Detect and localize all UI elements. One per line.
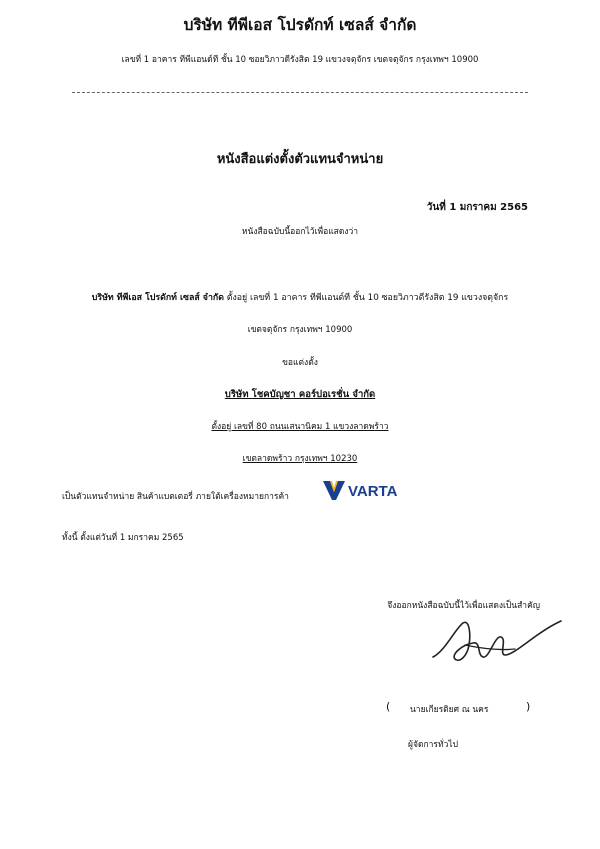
effective-date-text: ทั้งนี้ ตั้งแต่วันที่ 1 มกราคม 2565 (62, 533, 184, 543)
issuer-address-line1: ตั้งอยู่ เลขที่ 1 อาคาร ทีพีแอนด์ที ชั้น 10 ซอยวิภาวดีรังสิต 19 แขวงจตุจักร (226, 293, 509, 303)
varta-logo (320, 478, 420, 502)
header-divider (72, 92, 528, 93)
handwritten-signature (425, 615, 565, 675)
intro-text: หนังสือฉบับนี้ออกไว้เพื่อแสดงว่า (241, 227, 359, 237)
issuer-line (0, 290, 600, 304)
dealer-name: บริษัท โชคบัญชา คอร์ปอเรชั่น จำกัด (224, 389, 376, 400)
signer-name: นายเกียรติยศ ณ นคร (410, 705, 489, 715)
scope-text: เป็นตัวแทนจำหน่าย สินค้าแบตเตอรี่ ภายใต้เครื่องหมายการค้า (62, 492, 289, 502)
closing-text: จึงออกหนังสือฉบับนี้ไว้เพื่อแสดงเป็นสำคัญ (387, 601, 540, 611)
signer-title: ผู้จัดการทั่วไป (408, 740, 459, 750)
signer-open-paren: ( (386, 700, 391, 713)
dealer-address-line2: เขตลาดพร้าว กรุงเทพฯ 10230 (242, 454, 358, 464)
document-title: หนังสือแต่งตั้งตัวแทนจำหน่าย (216, 152, 384, 167)
varta-logo-text: VARTA (348, 483, 398, 500)
document-date: วันที่ 1 มกราคม 2565 (426, 202, 528, 213)
issuer-address-line2: เขตจตุจักร กรุงเทพฯ 10900 (247, 325, 353, 335)
company-address: เลขที่ 1 อาคาร ทีพีแอนด์ที ชั้น 10 ซอยวิภาวดีรังสิต 19 แขวงจตุจักร เขตจตุจักร กรุงเทพฯ 10900 (121, 55, 479, 65)
appoint-text: ขอแต่งตั้ง (282, 358, 318, 368)
signer-close-paren: ) (526, 700, 531, 713)
dealer-address-line1: ตั้งอยู่ เลขที่ 80 ถนนเสนานิคม 1 แขวงลาดพร้าว (211, 422, 389, 432)
issuer-name: บริษัท ทีพีเอส โปรดักท์ เซลส์ จำกัด (91, 293, 224, 303)
company-name: บริษัท ทีพีเอส โปรดักท์ เซลส์ จำกัด (183, 16, 417, 34)
